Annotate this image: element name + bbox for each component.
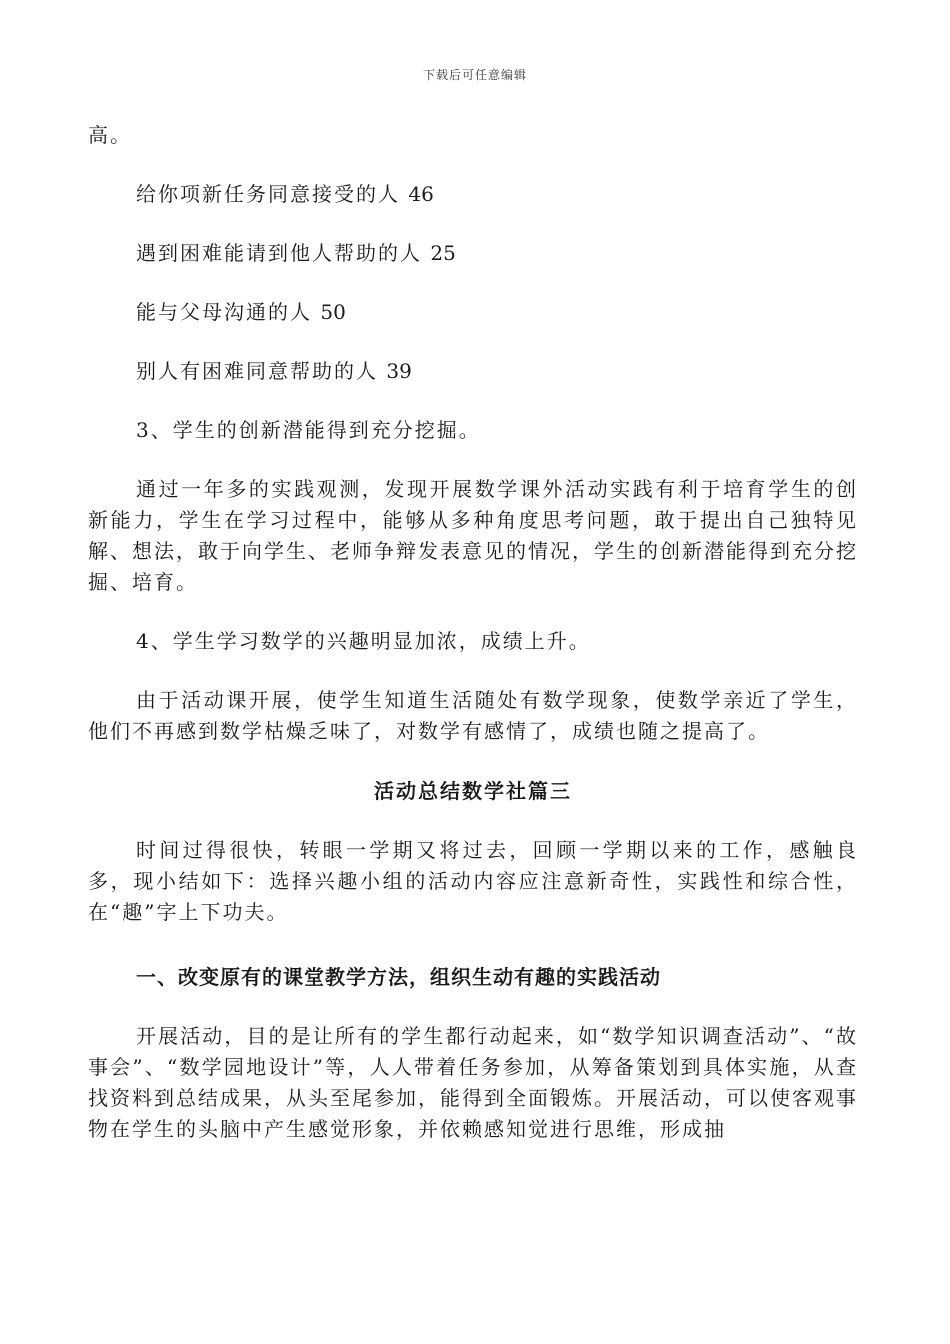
paragraph-tail: 高。 [88, 123, 132, 147]
paragraph: 由于活动课开展，使学生知道生活随处有数学现象，使数学亲近了学生，他们不再感到数学枯燥乏味了，对数学有感情了，成绩也随之提高了。 [88, 688, 858, 743]
list-item [88, 238, 858, 269]
paragraph: 通过一年多的实践观测，发现开展数学课外活动实践有利于培育学生的创新能力，学生在学习过程中，能够从多种角度思考问题，敢于提出自己独特见解、想法，敢于向学生、老师争辩发表意见的情况，学生的创新潜能得到充分挖掘、培育。 [88, 477, 858, 594]
section-subheading: 一、改变原有的课堂教学方法，组织生动有趣的实践活动 [136, 965, 661, 989]
paragraph: 时间过得很快，转眼一学期又将过去，回顾一学期以来的工作，感触良多，现小结如下：选择兴趣小组的活动内容应注意新奇性，实践性和综合性，在“趣”字上下功夫。 [88, 838, 858, 924]
list-item [88, 297, 858, 328]
list-item [88, 179, 858, 210]
list-item [88, 356, 858, 387]
page-header-note: 下载后可任意编辑 [422, 68, 527, 82]
numbered-point-3: 3、学生的创新潜能得到充分挖掘。 [136, 418, 481, 442]
list-item-value: 50 [320, 300, 346, 324]
section-title: 活动总结数学社篇三 [374, 779, 572, 803]
list-item-value: 25 [430, 241, 456, 265]
list-item-label: 给你项新任务同意接受的人 [136, 182, 400, 206]
list-item-value: 46 [408, 182, 434, 206]
paragraph: 开展活动，目的是让所有的学生都行动起来，如“数学知识调查活动”、“故事会”、“数学园地设计”等，人人带着任务参加，从筹备策划到具体实施，从查找资料到总结成果，从头至尾参加，能得到全面锻炼。开展活动，可以使客观事物在学生的头脑中产生感觉形象，并依赖感知觉进行思维，形成抽 [88, 1024, 858, 1141]
list-item-label: 别人有困难同意帮助的人 [136, 359, 378, 383]
list-item-label: 能与父母沟通的人 [136, 300, 312, 324]
list-item-label: 遇到困难能请到他人帮助的人 [136, 241, 422, 265]
document-body [88, 120, 858, 1145]
list-item-value: 39 [386, 359, 412, 383]
numbered-point-4: 4、学生学习数学的兴趣明显加浓，成绩上升。 [136, 629, 591, 653]
